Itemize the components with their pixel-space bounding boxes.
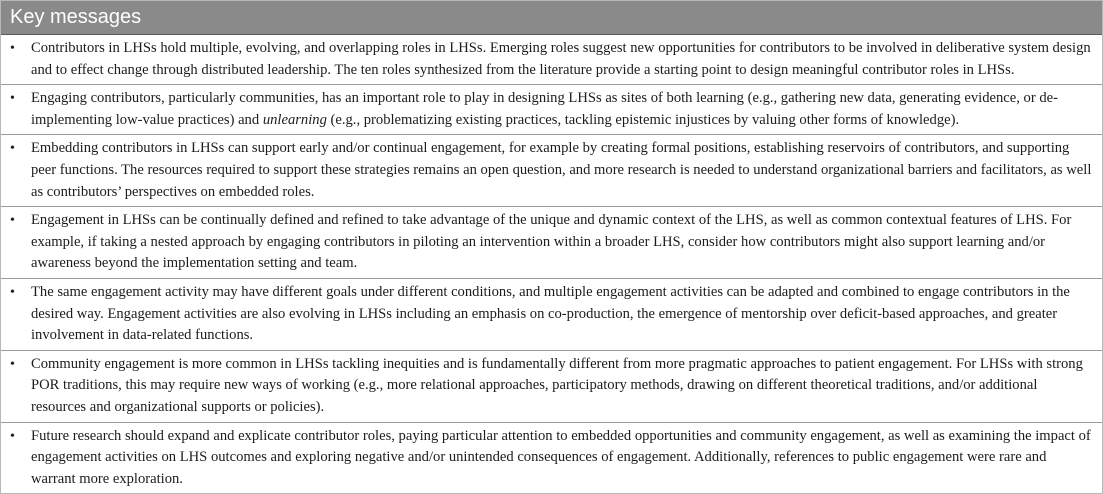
list-item-text: Community engagement is more common in LHSs tackling inequities and is fundamentally different from more pragmatic approaches to patient engagement. For LHSs with strong POR traditions, this may require new ways of working (e.g., more relational approaches, participatory methods, drawing on different theoretical traditions, and/or additional resources and organizational supports or policies). (31, 355, 1083, 415)
list-item (1, 207, 1102, 279)
bullet-icon: • (10, 284, 15, 300)
bullet-icon: • (10, 41, 15, 56)
list-item (1, 279, 1102, 351)
list-item (1, 85, 1102, 135)
key-messages-title: Key messages (1, 1, 1102, 34)
list-item (1, 351, 1102, 423)
list-item-text: Future research should expand and explicate contributor roles, paying particular attention to embedded opportunities and community engagement, as well as examining the impact of engagement activities on LHS outcomes and exploring negative and/or unintended consequences of engagement. Additionally, references to public engagement were rare and warrant more exploration. (31, 427, 1091, 487)
list-item-text: Engagement in LHSs can be continually defined and refined to take advantage of the unique and dynamic context of the LHS, as well as common contextual features of LHS. For example, if taking a nested approach by engaging contributors in piloting an intervention within a broader LHS, consider how contributors might also support learning and/or awareness beyond the implementation setting and team. (31, 212, 1072, 272)
list-item-text: The same engagement activity may have different goals under different conditions, and multiple engagement activities can be adapted and combined to engage contributors in the desired way. Engagement activities are also evolving in LHSs including an emphasis on co-production, the emergence of mentorship over deficit-based approaches, and greater involvement in data-related functions. (31, 283, 1070, 344)
bullet-icon: • (10, 213, 15, 229)
key-messages-list (1, 35, 1102, 493)
list-item-text: Embedding contributors in LHSs can support early and/or continual engagement, for example by creating formal positions, establishing reservoirs of contributors, and supporting peer functions. The resources required to support these strategies remains an open question, and more research is needed to understand organizational barriers and facilitators, as well as contributors’ perspectives on embedded roles. (31, 140, 1092, 200)
list-item-emphasis: unlearning (262, 111, 327, 128)
list-item (1, 423, 1102, 494)
list-item-text: Contributors in LHSs hold multiple, evolving, and overlapping roles in LHSs. Emerging roles suggest new opportunities for contributors to be involved in deliberative system design and to effect change through distributed leadership. The ten roles synthesized from the literature provide a starting point to design meaningful contributor roles in LHSs. (31, 40, 1091, 78)
list-item (1, 35, 1102, 85)
bullet-icon: • (10, 356, 15, 372)
list-item-text: Engaging contributors, particularly communities, has an important role to play in designing LHSs as sites of both learning (e.g., gathering new data, generating evidence, or de-implementing low-value practices) and (31, 90, 1058, 128)
list-item-text: (e.g., problematizing existing practices, tackling epistemic injustices by valuing other forms of knowledge). (326, 111, 960, 128)
bullet-icon: • (10, 141, 15, 157)
list-item (1, 135, 1102, 207)
bullet-icon: • (10, 428, 15, 444)
bullet-icon: • (10, 91, 15, 107)
